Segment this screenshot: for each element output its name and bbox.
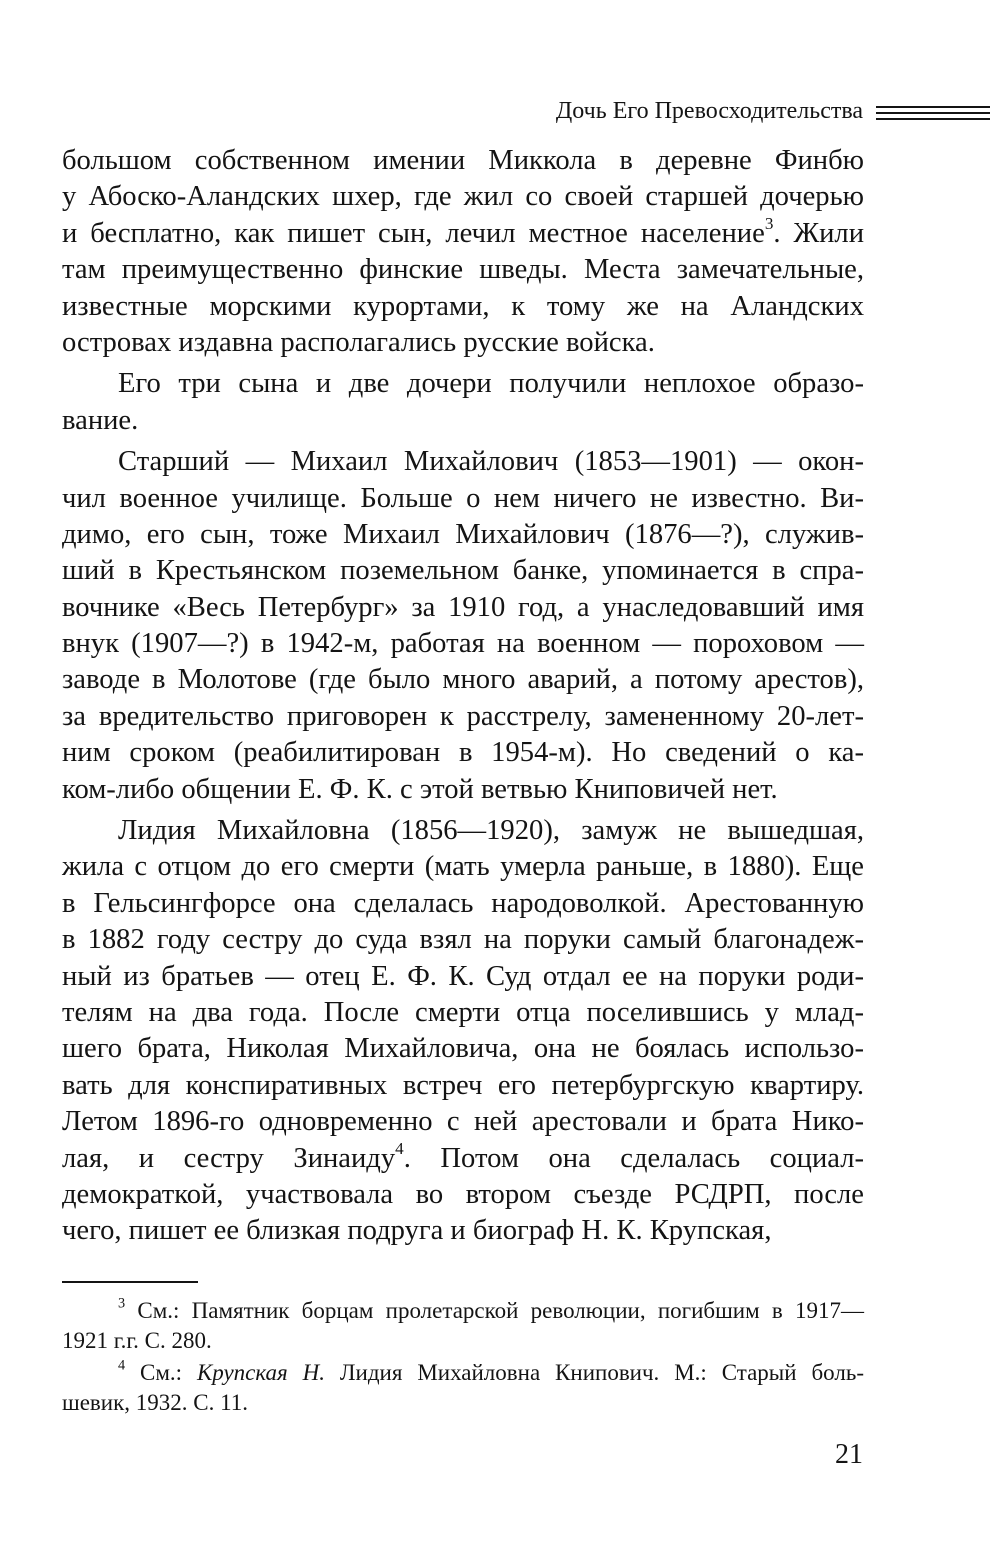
text-line: телям на два года. После смерти отца поселившись у млад- <box>62 996 864 1028</box>
text-line: Старший — Михаил Михайлович (1853—1901) — окон- <box>118 446 864 478</box>
paragraph-1 <box>62 143 864 361</box>
text-run: . Потом она сделалась социал- <box>403 1142 864 1174</box>
text-run: См.: <box>125 1360 197 1385</box>
text-run: См.: Памятник борцам пролетарской революции, погибшим в 1917— <box>125 1298 864 1323</box>
text-line: вочнике «Весь Петербург» за 1910 год, а унаследовавший имя <box>62 591 864 623</box>
text-line: ный из братьев — отец Е. Ф. К. Суд отдал ее на поруки роди- <box>62 960 864 992</box>
text-line: чего, пишет ее близкая подруга и биограф Н. К. Крупская, <box>62 1215 772 1247</box>
text-line: там преимущественно финские шведы. Места замечательные, <box>62 254 864 286</box>
text-line: у Абоско-Аландских шхер, где жил со своей старшей дочерью <box>62 181 864 213</box>
text-line: вание. <box>62 404 139 436</box>
text-line: Летом 1896-го одновременно с ней арестовали и брата Нико- <box>62 1106 864 1138</box>
text-line: жила с отцом до его смерти (мать умерла раньше, в 1880). Еще <box>62 851 864 883</box>
text-line: ним сроком (реабилитирован в 1954-м). Но сведений о ка- <box>62 737 864 769</box>
text-line: демократкой, участвовала во втором съезде РСДРП, после <box>62 1178 864 1210</box>
text-line: большом собственном имении Миккола в деревне Финбю <box>62 145 864 176</box>
footnote-line <box>62 1296 864 1326</box>
paragraph-4 <box>62 813 864 1250</box>
running-head-rule <box>876 118 990 120</box>
footnote-separator <box>62 1281 198 1283</box>
running-head-title: Дочь Его Превосходительства <box>555 98 863 124</box>
footnote-line: 1921 г.г. С. 280. <box>62 1328 212 1353</box>
footnote-line: шевик, 1932. С. 11. <box>62 1390 248 1415</box>
text-line: Его три сына и две дочери получили неплохое образо- <box>118 368 864 400</box>
body-text <box>62 143 864 1250</box>
footnote-4 <box>62 1358 864 1418</box>
text-line: шего брата, Николая Михайловича, она не боялась использо- <box>62 1033 864 1065</box>
footnote-marker: 4 <box>118 1357 126 1374</box>
page-number: 21 <box>835 1439 863 1470</box>
paragraph-2 <box>62 366 864 439</box>
footnote-ref-3[interactable]: 3 <box>764 213 774 233</box>
running-head-rule <box>876 106 990 108</box>
footnotes <box>62 1296 864 1418</box>
text-line: заводе в Молотове (где было много аварий, а потому арестов), <box>62 664 864 696</box>
text-line: ком-либо общении Е. Ф. К. с этой ветвью Книповичей нет. <box>62 773 778 805</box>
cited-author: Крупская Н. <box>196 1360 326 1385</box>
running-head <box>0 96 1000 126</box>
text-run: и бесплатно, как пишет сын, лечил местное население <box>62 217 765 249</box>
text-line: островах издавна располагались русские войска. <box>62 326 655 358</box>
text-line <box>62 213 864 252</box>
text-line: в Гельсингфорсе она сделалась народоволкой. Арестованную <box>62 887 864 919</box>
text-line: чил военное училище. Больше о нем ничего не известно. Ви- <box>62 482 864 514</box>
text-line: ший в Крестьянском поземельном банке, упоминается в спра- <box>62 555 864 587</box>
text-line: Лидия Михайловна (1856—1920), замуж не вышедшая, <box>118 815 864 847</box>
text-line: вать для конспиративных встреч его петербургскую квартиру. <box>62 1069 864 1101</box>
footnote-3 <box>62 1296 864 1356</box>
footnote-ref-4[interactable]: 4 <box>395 1138 404 1158</box>
text-line: внук (1907—?) в 1942-м, работая на военном — пороховом — <box>62 628 864 660</box>
text-line: в 1882 году сестру до суда взял на поруки самый благонадеж- <box>62 924 864 956</box>
footnote-line <box>62 1358 864 1388</box>
text-run: лая, и сестру Зинаиду <box>62 1142 396 1174</box>
text-line <box>62 1138 864 1177</box>
text-run: . Жили <box>773 217 864 249</box>
text-line: известные морскими курортами, к тому же на Аландских <box>62 290 864 322</box>
text-run: Лидия Михайловна Книпович. М.: Старый боль- <box>325 1360 864 1385</box>
footnote-marker: 3 <box>118 1295 126 1312</box>
paragraph-3 <box>62 444 864 808</box>
text-line: димо, его сын, тоже Михаил Михайлович (1876—?), служив- <box>62 518 864 550</box>
text-line: за вредительство приговорен к расстрелу, замененному 20-лет- <box>62 700 864 732</box>
running-head-rule <box>876 112 990 114</box>
